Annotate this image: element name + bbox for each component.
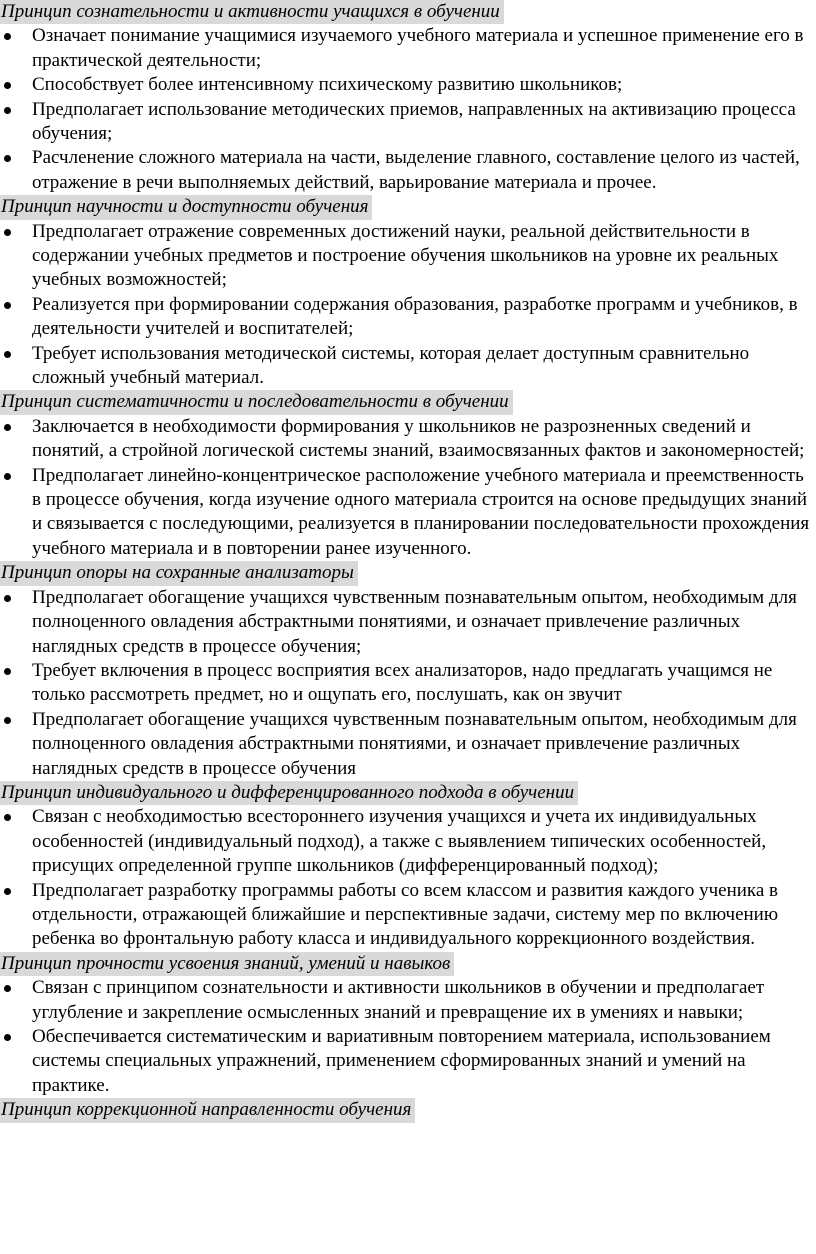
list-item (0, 342, 816, 391)
list-item (0, 1025, 816, 1098)
bullet-icon (4, 668, 11, 675)
section-heading: Принцип коррекционной направленности обучения (0, 1098, 415, 1122)
bullet-icon (4, 33, 11, 40)
list-item-text: Предполагает линейно-концентрическое расположение учебного материала и преемственность в процессе обучения, когда изучение одного материала строится на основе предыдущих знаний и связывается с последующими, реализуется в планировании последовательности прохождения учебного материала и в повторении ранее изученного. (32, 464, 810, 559)
list-item-text: Означает понимание учащимися изучаемого учебного материала и успешное применение его в практической деятельности; (32, 25, 804, 71)
bullet-icon (4, 424, 11, 431)
list-item (0, 659, 816, 708)
section-heading: Принцип научности и доступности обучения (0, 195, 372, 219)
section-heading-row (0, 0, 816, 24)
section-heading: Принцип сознательности и активности учащихся в обучении (0, 0, 504, 24)
section-heading: Принцип систематичности и последовательности в обучении (0, 390, 513, 414)
bullet-icon (4, 229, 11, 236)
bullet-icon (4, 473, 11, 480)
section-heading-row (0, 561, 816, 585)
list-item-text: Требует включения в процесс восприятия всех анализаторов, надо предлагать учащимся не только рассмотреть предмет, но и ощупать его, послушать, как он звучит (32, 659, 773, 706)
list-item (0, 415, 816, 464)
list-item-text: Требует использования методической системы, которая делает доступным сравнительно сложный учебный материал. (32, 342, 750, 389)
section-heading: Принцип опоры на сохранные анализаторы (0, 561, 358, 585)
bullet-icon (4, 155, 11, 162)
list-item (0, 805, 816, 878)
list-item-text: Предполагает обогащение учащихся чувственным познавательным опытом, необходимым для полноценного овладения абстрактными понятиями, и означает привлечение различных наглядных средств в процессе обучения; (32, 586, 797, 657)
principle-section (0, 390, 816, 561)
list-item-text: Связан с принципом сознательности и активности школьников в обучении и предполагает углубление и закрепление осмысленных знаний и превращение их в умениях и навыки; (32, 977, 765, 1023)
principle-section (0, 561, 816, 781)
section-heading-row (0, 952, 816, 976)
list-item (0, 98, 816, 147)
list-item (0, 220, 816, 293)
list-item-text: Способствует более интенсивному психическому развитию школьников; (32, 74, 623, 96)
list-item (0, 464, 816, 562)
bullet-icon (4, 82, 11, 89)
bullet-list (0, 586, 816, 781)
list-item-text: Реализуется при формировании содержания образования, разработке программ и учебников, в деятельности учителей и воспитателей; (32, 293, 798, 340)
principle-section (0, 781, 816, 952)
principle-section (0, 0, 816, 195)
section-heading-row (0, 781, 816, 805)
principle-section (0, 195, 816, 390)
bullet-icon (4, 351, 11, 358)
list-item (0, 708, 816, 781)
list-item-text: Предполагает разработку программы работы со всем классом и развития каждого ученика в отдельности, отражающей ближайшие и перспективные задачи, систему мер по включению ребенка во фронтальную работу класса и индивидуального коррекционного воздействия. (32, 879, 779, 950)
principle-section (0, 952, 816, 1098)
bullet-list (0, 220, 816, 391)
section-heading: Принцип индивидуального и дифференцированного подхода в обучении (0, 781, 578, 805)
list-item (0, 586, 816, 659)
list-item-text: Связан с необходимостью всестороннего изучения учащихся и учета их индивидуальных особенностей (индивидуальный подход), а также с выявлением типических особенностей, присущих определенной группе школьников (дифференцированный подход); (32, 806, 767, 877)
bullet-icon (4, 302, 11, 309)
bullet-icon (4, 814, 11, 821)
list-item-text: Предполагает использование методических приемов, направленных на активизацию процесса обучения; (32, 98, 796, 145)
list-item-text: Предполагает обогащение учащихся чувственным познавательным опытом, необходимым для полноценного овладения абстрактными понятиями, и означает привлечение различных наглядных средств в процессе обучения (32, 708, 797, 779)
list-item-text: Заключается в необходимости формирования у школьников не разрозненных сведений и понятий, а стройной логической системы знаний, взаимосвязанных фактов и закономерностей; (32, 415, 805, 462)
list-item-text: Обеспечивается систематическим и вариативным повторением материала, использованием системы специальных упражнений, применением сформированных знаний и умений на практике. (32, 1025, 771, 1096)
bullet-list (0, 976, 816, 1098)
bullet-icon (4, 888, 11, 895)
bullet-icon (4, 717, 11, 724)
section-heading-row (0, 390, 816, 414)
bullet-list (0, 415, 816, 561)
bullet-icon (4, 595, 11, 602)
list-item-text: Расчленение сложного материала на части, выделение главного, составление целого из частей, отражение в речи выполняемых действий, варьирование материала и прочее. (32, 147, 800, 193)
list-item (0, 879, 816, 952)
list-item (0, 73, 816, 97)
list-item (0, 293, 816, 342)
section-heading-row (0, 1098, 816, 1122)
bullet-list (0, 24, 816, 195)
bullet-list (0, 805, 816, 951)
section-heading-row (0, 195, 816, 219)
list-item-text: Предполагает отражение современных достижений науки, реальной действительности в содержании учебных предметов и построение обучения школьников на уровне их реальных учебных возможностей; (32, 220, 779, 291)
list-item (0, 976, 816, 1025)
principle-section (0, 1098, 816, 1122)
list-item (0, 24, 816, 73)
bullet-icon (4, 107, 11, 114)
bullet-icon (4, 985, 11, 992)
list-item (0, 146, 816, 195)
section-heading: Принцип прочности усвоения знаний, умений и навыков (0, 952, 454, 976)
bullet-icon (4, 1034, 11, 1041)
